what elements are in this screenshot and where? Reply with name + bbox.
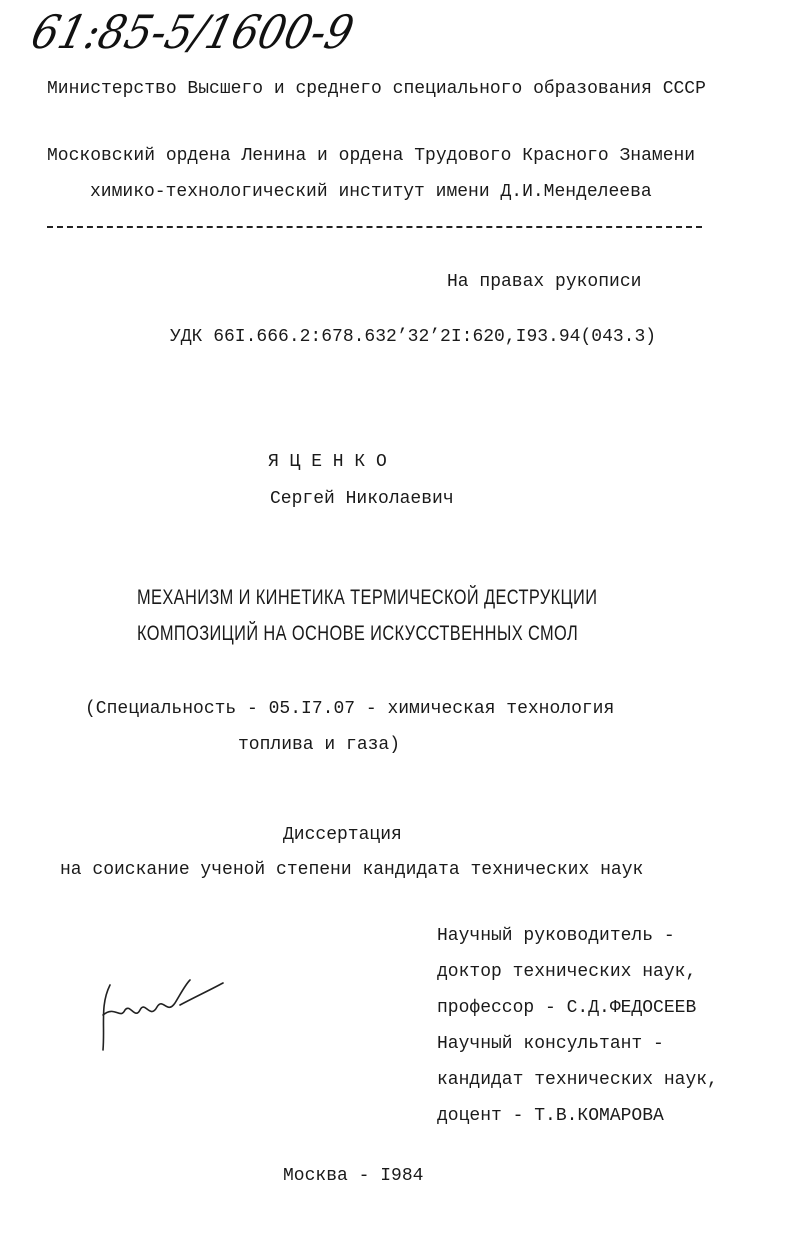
signature — [95, 975, 230, 1060]
specialty-line-2: топлива и газа) — [238, 735, 401, 755]
ministry-line: Министерство Высшего и среднего специального образования СССР — [47, 79, 706, 99]
supervisor-line: Научный руководитель - — [437, 926, 675, 946]
dashed-divider — [47, 226, 702, 228]
rights-note: На правах рукописи — [447, 272, 642, 292]
dissertation-title-line-2: КОМПОЗИЦИЙ НА ОСНОВЕ ИСКУССТВЕННЫХ СМОЛ — [137, 622, 579, 645]
institute-line-2: химико-технологический институт имени Д.И.Менделеева — [90, 182, 652, 202]
degree-description: на соискание ученой степени кандидата технических наук — [60, 860, 644, 880]
supervisor-line: кандидат технических наук, — [437, 1070, 718, 1090]
city-year: Москва - I984 — [283, 1166, 424, 1186]
specialty-line-1: (Специальность - 05.I7.07 - химическая технология — [85, 699, 615, 719]
supervisor-line: доктор технических наук, — [437, 962, 697, 982]
degree-heading: Диссертация — [283, 825, 402, 845]
author-name: Сергей Николаевич — [270, 489, 454, 509]
supervisor-line: доцент - Т.В.КОМАРОВА — [437, 1106, 664, 1126]
author-surname: Я Ц Е Н К О — [268, 452, 387, 472]
supervisor-line: Научный консультант - — [437, 1034, 664, 1054]
udk-code: УДК 66I.666.2:678.632’32’2I:620,I93.94(043.3) — [170, 327, 657, 347]
handwritten-archive-mark: 61:85-5/1600-9 — [26, 5, 360, 59]
supervisor-line: профессор - С.Д.ФЕДОСЕЕВ — [437, 998, 697, 1018]
dissertation-title-line-1: МЕХАНИЗМ И КИНЕТИКА ТЕРМИЧЕСКОЙ ДЕСТРУКЦИИ — [137, 586, 598, 609]
institute-line-1: Московский ордена Ленина и ордена Трудового Красного Знамени — [47, 146, 696, 166]
